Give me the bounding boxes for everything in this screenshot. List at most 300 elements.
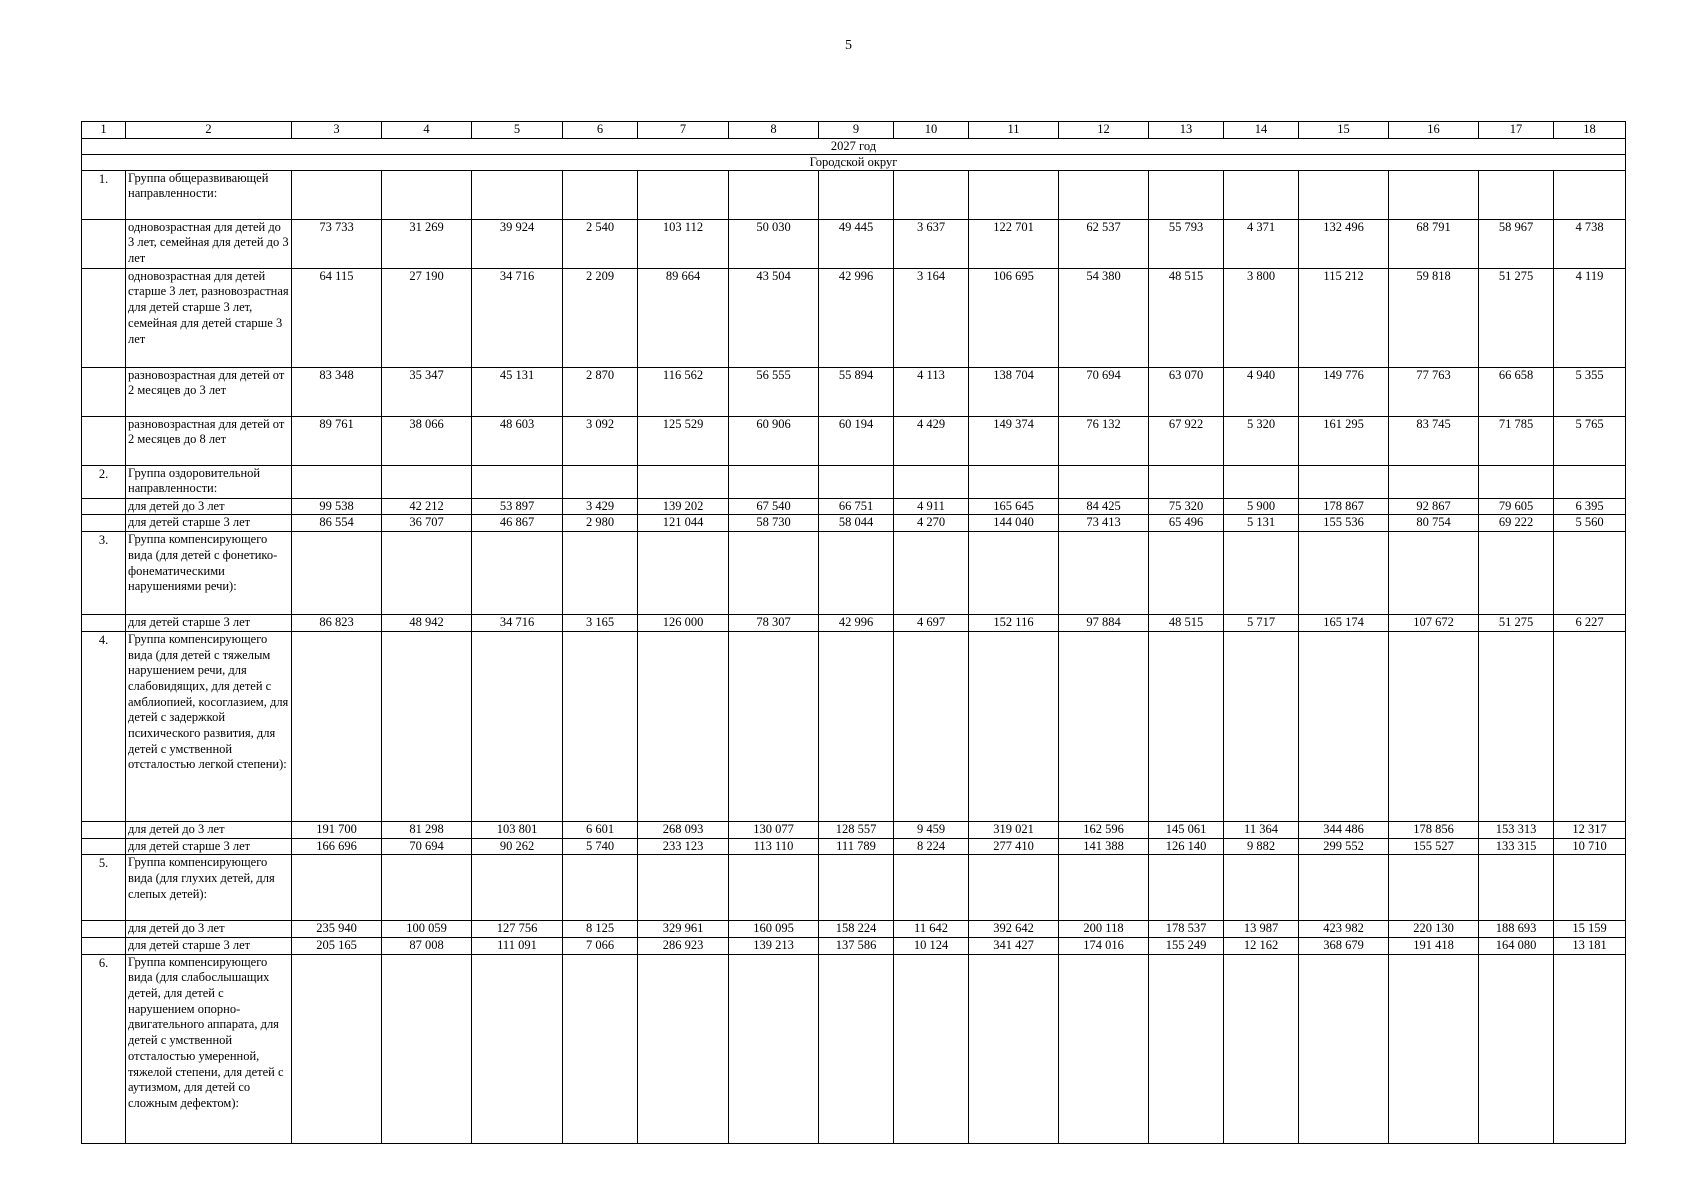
- value-cell: 78 307: [729, 615, 819, 632]
- value-cell: [1059, 954, 1149, 1143]
- value-cell: [638, 855, 729, 921]
- value-cell: [819, 954, 894, 1143]
- value-cell: [894, 855, 969, 921]
- value-cell: 8 125: [563, 921, 638, 938]
- value-cell: [729, 631, 819, 821]
- value-cell: 12 317: [1554, 821, 1626, 838]
- year-row: [82, 138, 1626, 154]
- value-cell: 63 070: [1149, 367, 1224, 416]
- value-cell: 83 348: [292, 367, 382, 416]
- data-row: [82, 367, 1626, 416]
- value-cell: [1479, 855, 1554, 921]
- value-cell: [1389, 631, 1479, 821]
- value-cell: [1554, 465, 1626, 498]
- row-number: [82, 268, 126, 367]
- row-number: 1.: [82, 170, 126, 219]
- column-number: 4: [382, 122, 472, 139]
- value-cell: 87 008: [382, 937, 472, 954]
- value-cell: [1224, 532, 1299, 615]
- value-cell: 6 601: [563, 821, 638, 838]
- value-cell: 344 486: [1299, 821, 1389, 838]
- value-cell: [1149, 631, 1224, 821]
- value-cell: 138 704: [969, 367, 1059, 416]
- value-cell: [1389, 855, 1479, 921]
- value-cell: [1479, 631, 1554, 821]
- value-cell: 191 418: [1389, 937, 1479, 954]
- value-cell: 149 374: [969, 416, 1059, 465]
- value-cell: [1149, 170, 1224, 219]
- value-cell: 64 115: [292, 268, 382, 367]
- value-cell: [1299, 631, 1389, 821]
- row-label: Группа компенсирующего вида (для слабослышащих детей, для детей с нарушением опорно-двигательного аппарата, для детей с умственной отсталостью умеренной, тяжелой степени, для детей с аутизмом, для детей со сложным дефектом):: [126, 954, 292, 1143]
- column-number: 6: [563, 122, 638, 139]
- section-row: [82, 170, 1626, 219]
- data-row: [82, 838, 1626, 855]
- value-cell: [382, 170, 472, 219]
- value-cell: [1059, 855, 1149, 921]
- value-cell: [969, 170, 1059, 219]
- column-number-row: [82, 122, 1626, 139]
- value-cell: 149 776: [1299, 367, 1389, 416]
- row-number: 4.: [82, 631, 126, 821]
- value-cell: 4 697: [894, 615, 969, 632]
- row-label: для детей до 3 лет: [126, 821, 292, 838]
- value-cell: [969, 954, 1059, 1143]
- value-cell: [729, 855, 819, 921]
- value-cell: 68 791: [1389, 219, 1479, 268]
- value-cell: [1149, 532, 1224, 615]
- value-cell: [894, 170, 969, 219]
- value-cell: 329 961: [638, 921, 729, 938]
- value-cell: [819, 170, 894, 219]
- value-cell: 126 140: [1149, 838, 1224, 855]
- value-cell: 15 159: [1554, 921, 1626, 938]
- value-cell: 73 733: [292, 219, 382, 268]
- value-cell: 10 124: [894, 937, 969, 954]
- data-row: [82, 268, 1626, 367]
- row-number: [82, 367, 126, 416]
- value-cell: [563, 170, 638, 219]
- value-cell: 188 693: [1479, 921, 1554, 938]
- value-cell: [729, 465, 819, 498]
- row-number: [82, 821, 126, 838]
- value-cell: [819, 631, 894, 821]
- value-cell: 79 605: [1479, 498, 1554, 515]
- column-number: 3: [292, 122, 382, 139]
- value-cell: [1059, 532, 1149, 615]
- value-cell: 125 529: [638, 416, 729, 465]
- value-cell: [638, 465, 729, 498]
- value-cell: 144 040: [969, 515, 1059, 532]
- value-cell: [969, 631, 1059, 821]
- value-cell: 86 554: [292, 515, 382, 532]
- row-label: для детей до 3 лет: [126, 498, 292, 515]
- value-cell: 62 537: [1059, 219, 1149, 268]
- row-label: одновозрастная для детей до 3 лет, семейная для детей до 3 лет: [126, 219, 292, 268]
- data-row: [82, 821, 1626, 838]
- value-cell: 84 425: [1059, 498, 1149, 515]
- data-row: [82, 937, 1626, 954]
- row-label: для детей старше 3 лет: [126, 937, 292, 954]
- value-cell: 46 867: [472, 515, 563, 532]
- value-cell: 58 044: [819, 515, 894, 532]
- value-cell: 59 818: [1389, 268, 1479, 367]
- row-number: [82, 416, 126, 465]
- row-number: 3.: [82, 532, 126, 615]
- value-cell: 5 900: [1224, 498, 1299, 515]
- column-number: 16: [1389, 122, 1479, 139]
- value-cell: 55 894: [819, 367, 894, 416]
- value-cell: 137 586: [819, 937, 894, 954]
- row-number: [82, 498, 126, 515]
- value-cell: 141 388: [1059, 838, 1149, 855]
- value-cell: 233 123: [638, 838, 729, 855]
- value-cell: 36 707: [382, 515, 472, 532]
- value-cell: 126 000: [638, 615, 729, 632]
- value-cell: 165 174: [1299, 615, 1389, 632]
- value-cell: [472, 170, 563, 219]
- value-cell: 13 181: [1554, 937, 1626, 954]
- value-cell: 5 740: [563, 838, 638, 855]
- value-cell: 113 110: [729, 838, 819, 855]
- value-cell: 60 906: [729, 416, 819, 465]
- value-cell: 54 380: [1059, 268, 1149, 367]
- section-row: [82, 532, 1626, 615]
- value-cell: 145 061: [1149, 821, 1224, 838]
- value-cell: 42 996: [819, 268, 894, 367]
- value-cell: [1224, 631, 1299, 821]
- value-cell: 11 364: [1224, 821, 1299, 838]
- value-cell: 155 527: [1389, 838, 1479, 855]
- value-cell: 130 077: [729, 821, 819, 838]
- value-cell: [1224, 954, 1299, 1143]
- value-cell: [1299, 954, 1389, 1143]
- column-number: 8: [729, 122, 819, 139]
- value-cell: 67 922: [1149, 416, 1224, 465]
- value-cell: 75 320: [1149, 498, 1224, 515]
- value-cell: 235 940: [292, 921, 382, 938]
- value-cell: 76 132: [1059, 416, 1149, 465]
- value-cell: 2 209: [563, 268, 638, 367]
- value-cell: 51 275: [1479, 268, 1554, 367]
- region-label: Городской округ: [82, 154, 1626, 170]
- value-cell: [472, 631, 563, 821]
- value-cell: 4 911: [894, 498, 969, 515]
- value-cell: 49 445: [819, 219, 894, 268]
- value-cell: [382, 855, 472, 921]
- value-cell: 27 190: [382, 268, 472, 367]
- value-cell: 106 695: [969, 268, 1059, 367]
- value-cell: 3 800: [1224, 268, 1299, 367]
- value-cell: 58 730: [729, 515, 819, 532]
- column-number: 2: [126, 122, 292, 139]
- value-cell: 34 716: [472, 615, 563, 632]
- value-cell: [1059, 465, 1149, 498]
- value-cell: 161 295: [1299, 416, 1389, 465]
- value-cell: 341 427: [969, 937, 1059, 954]
- section-row: [82, 465, 1626, 498]
- value-cell: 43 504: [729, 268, 819, 367]
- value-cell: [1554, 855, 1626, 921]
- value-cell: 11 642: [894, 921, 969, 938]
- value-cell: 368 679: [1299, 937, 1389, 954]
- value-cell: [638, 532, 729, 615]
- value-cell: [382, 631, 472, 821]
- value-cell: 55 793: [1149, 219, 1224, 268]
- value-cell: [894, 532, 969, 615]
- value-cell: [1059, 170, 1149, 219]
- value-cell: 56 555: [729, 367, 819, 416]
- column-number: 13: [1149, 122, 1224, 139]
- value-cell: 286 923: [638, 937, 729, 954]
- value-cell: 2 540: [563, 219, 638, 268]
- value-cell: [1149, 954, 1224, 1143]
- row-label: Группа компенсирующего вида (для детей с фонетико-фонематическими нарушениями речи):: [126, 532, 292, 615]
- value-cell: 160 095: [729, 921, 819, 938]
- value-cell: 174 016: [1059, 937, 1149, 954]
- row-label: Группа компенсирующего вида (для детей с тяжелым нарушением речи, для слабовидящих, для детей с амблиопией, косоглазием, для детей с задержкой психического развития, для детей с умственной отсталостью легкой степени):: [126, 631, 292, 821]
- value-cell: [472, 532, 563, 615]
- value-cell: 3 164: [894, 268, 969, 367]
- value-cell: 4 940: [1224, 367, 1299, 416]
- value-cell: [819, 532, 894, 615]
- value-cell: [729, 532, 819, 615]
- value-cell: 9 459: [894, 821, 969, 838]
- value-cell: 2 980: [563, 515, 638, 532]
- value-cell: [1479, 532, 1554, 615]
- row-number: [82, 515, 126, 532]
- value-cell: [1299, 855, 1389, 921]
- value-cell: [1224, 170, 1299, 219]
- value-cell: [1149, 465, 1224, 498]
- value-cell: 103 112: [638, 219, 729, 268]
- value-cell: [1479, 465, 1554, 498]
- value-cell: 155 249: [1149, 937, 1224, 954]
- value-cell: [292, 170, 382, 219]
- value-cell: 3 429: [563, 498, 638, 515]
- value-cell: [1389, 465, 1479, 498]
- value-cell: [1299, 465, 1389, 498]
- value-cell: [1299, 532, 1389, 615]
- value-cell: 4 738: [1554, 219, 1626, 268]
- value-cell: 127 756: [472, 921, 563, 938]
- value-cell: 9 882: [1224, 838, 1299, 855]
- row-number: [82, 838, 126, 855]
- column-number: 12: [1059, 122, 1149, 139]
- value-cell: 4 270: [894, 515, 969, 532]
- value-cell: 6 395: [1554, 498, 1626, 515]
- column-number: 1: [82, 122, 126, 139]
- value-cell: 5 320: [1224, 416, 1299, 465]
- value-cell: [638, 954, 729, 1143]
- value-cell: 48 942: [382, 615, 472, 632]
- value-cell: 220 130: [1389, 921, 1479, 938]
- value-cell: [638, 631, 729, 821]
- column-number: 7: [638, 122, 729, 139]
- value-cell: 3 092: [563, 416, 638, 465]
- data-row: [82, 515, 1626, 532]
- value-cell: 165 645: [969, 498, 1059, 515]
- value-cell: 71 785: [1479, 416, 1554, 465]
- value-cell: 83 745: [1389, 416, 1479, 465]
- column-number: 15: [1299, 122, 1389, 139]
- value-cell: 31 269: [382, 219, 472, 268]
- value-cell: 48 603: [472, 416, 563, 465]
- value-cell: 178 867: [1299, 498, 1389, 515]
- value-cell: [1554, 954, 1626, 1143]
- value-cell: 66 658: [1479, 367, 1554, 416]
- column-number: 5: [472, 122, 563, 139]
- value-cell: 67 540: [729, 498, 819, 515]
- value-cell: 69 222: [1479, 515, 1554, 532]
- value-cell: 6 227: [1554, 615, 1626, 632]
- column-number: 9: [819, 122, 894, 139]
- value-cell: 73 413: [1059, 515, 1149, 532]
- value-cell: [894, 954, 969, 1143]
- value-cell: 111 091: [472, 937, 563, 954]
- value-cell: 13 987: [1224, 921, 1299, 938]
- value-cell: [1389, 954, 1479, 1143]
- column-number: 18: [1554, 122, 1626, 139]
- row-number: [82, 615, 126, 632]
- value-cell: 5 131: [1224, 515, 1299, 532]
- row-label: для детей до 3 лет: [126, 921, 292, 938]
- value-cell: 10 710: [1554, 838, 1626, 855]
- value-cell: 153 313: [1479, 821, 1554, 838]
- tariff-table: [81, 121, 1626, 1144]
- value-cell: 53 897: [472, 498, 563, 515]
- value-cell: 34 716: [472, 268, 563, 367]
- value-cell: 100 059: [382, 921, 472, 938]
- page-number: 5: [845, 38, 852, 53]
- value-cell: 132 496: [1299, 219, 1389, 268]
- value-cell: 191 700: [292, 821, 382, 838]
- value-cell: [729, 170, 819, 219]
- value-cell: 42 996: [819, 615, 894, 632]
- value-cell: [1479, 170, 1554, 219]
- data-row: [82, 219, 1626, 268]
- row-label: разновозрастная для детей от 2 месяцев до 3 лет: [126, 367, 292, 416]
- value-cell: [638, 170, 729, 219]
- value-cell: 3 165: [563, 615, 638, 632]
- value-cell: 48 515: [1149, 268, 1224, 367]
- value-cell: [382, 465, 472, 498]
- data-row: [82, 615, 1626, 632]
- value-cell: 97 884: [1059, 615, 1149, 632]
- value-cell: 89 761: [292, 416, 382, 465]
- value-cell: 4 371: [1224, 219, 1299, 268]
- value-cell: 39 924: [472, 219, 563, 268]
- value-cell: 48 515: [1149, 615, 1224, 632]
- value-cell: 115 212: [1299, 268, 1389, 367]
- row-number: 6.: [82, 954, 126, 1143]
- row-number: [82, 219, 126, 268]
- value-cell: [1389, 532, 1479, 615]
- row-number: [82, 937, 126, 954]
- row-label: разновозрастная для детей от 2 месяцев до 8 лет: [126, 416, 292, 465]
- value-cell: 58 967: [1479, 219, 1554, 268]
- value-cell: [894, 631, 969, 821]
- value-cell: [819, 855, 894, 921]
- data-row: [82, 416, 1626, 465]
- column-number: 14: [1224, 122, 1299, 139]
- row-number: 5.: [82, 855, 126, 921]
- value-cell: [819, 465, 894, 498]
- value-cell: 116 562: [638, 367, 729, 416]
- value-cell: [1554, 170, 1626, 219]
- section-row: [82, 954, 1626, 1143]
- value-cell: [382, 954, 472, 1143]
- value-cell: 4 119: [1554, 268, 1626, 367]
- value-cell: [1224, 855, 1299, 921]
- row-label: Группа оздоровительной направленности:: [126, 465, 292, 498]
- value-cell: [1299, 170, 1389, 219]
- value-cell: 92 867: [1389, 498, 1479, 515]
- value-cell: [292, 465, 382, 498]
- data-row: [82, 498, 1626, 515]
- value-cell: 5 355: [1554, 367, 1626, 416]
- value-cell: [563, 631, 638, 821]
- value-cell: 392 642: [969, 921, 1059, 938]
- value-cell: [1224, 465, 1299, 498]
- value-cell: 66 751: [819, 498, 894, 515]
- value-cell: [563, 465, 638, 498]
- value-cell: [1554, 532, 1626, 615]
- value-cell: 51 275: [1479, 615, 1554, 632]
- value-cell: [292, 855, 382, 921]
- value-cell: [969, 855, 1059, 921]
- value-cell: [1149, 855, 1224, 921]
- row-label: Группа общеразвивающей направленности:: [126, 170, 292, 219]
- value-cell: 423 982: [1299, 921, 1389, 938]
- value-cell: 77 763: [1389, 367, 1479, 416]
- region-row: [82, 154, 1626, 170]
- value-cell: 12 162: [1224, 937, 1299, 954]
- value-cell: 4 113: [894, 367, 969, 416]
- value-cell: 111 789: [819, 838, 894, 855]
- value-cell: 122 701: [969, 219, 1059, 268]
- value-cell: 38 066: [382, 416, 472, 465]
- value-cell: [894, 465, 969, 498]
- section-row: [82, 855, 1626, 921]
- value-cell: 89 664: [638, 268, 729, 367]
- value-cell: [292, 954, 382, 1143]
- value-cell: 5 560: [1554, 515, 1626, 532]
- value-cell: 162 596: [1059, 821, 1149, 838]
- value-cell: 4 429: [894, 416, 969, 465]
- value-cell: [563, 532, 638, 615]
- value-cell: 2 870: [563, 367, 638, 416]
- value-cell: [969, 465, 1059, 498]
- value-cell: 205 165: [292, 937, 382, 954]
- value-cell: 277 410: [969, 838, 1059, 855]
- value-cell: 5 765: [1554, 416, 1626, 465]
- value-cell: 45 131: [472, 367, 563, 416]
- value-cell: 86 823: [292, 615, 382, 632]
- value-cell: 5 717: [1224, 615, 1299, 632]
- year-label: 2027 год: [82, 138, 1626, 154]
- value-cell: 139 202: [638, 498, 729, 515]
- value-cell: 35 347: [382, 367, 472, 416]
- column-number: 17: [1479, 122, 1554, 139]
- value-cell: [969, 532, 1059, 615]
- value-cell: 200 118: [1059, 921, 1149, 938]
- value-cell: 81 298: [382, 821, 472, 838]
- value-cell: 178 856: [1389, 821, 1479, 838]
- row-label: для детей старше 3 лет: [126, 515, 292, 532]
- value-cell: [1554, 631, 1626, 821]
- row-label: для детей старше 3 лет: [126, 615, 292, 632]
